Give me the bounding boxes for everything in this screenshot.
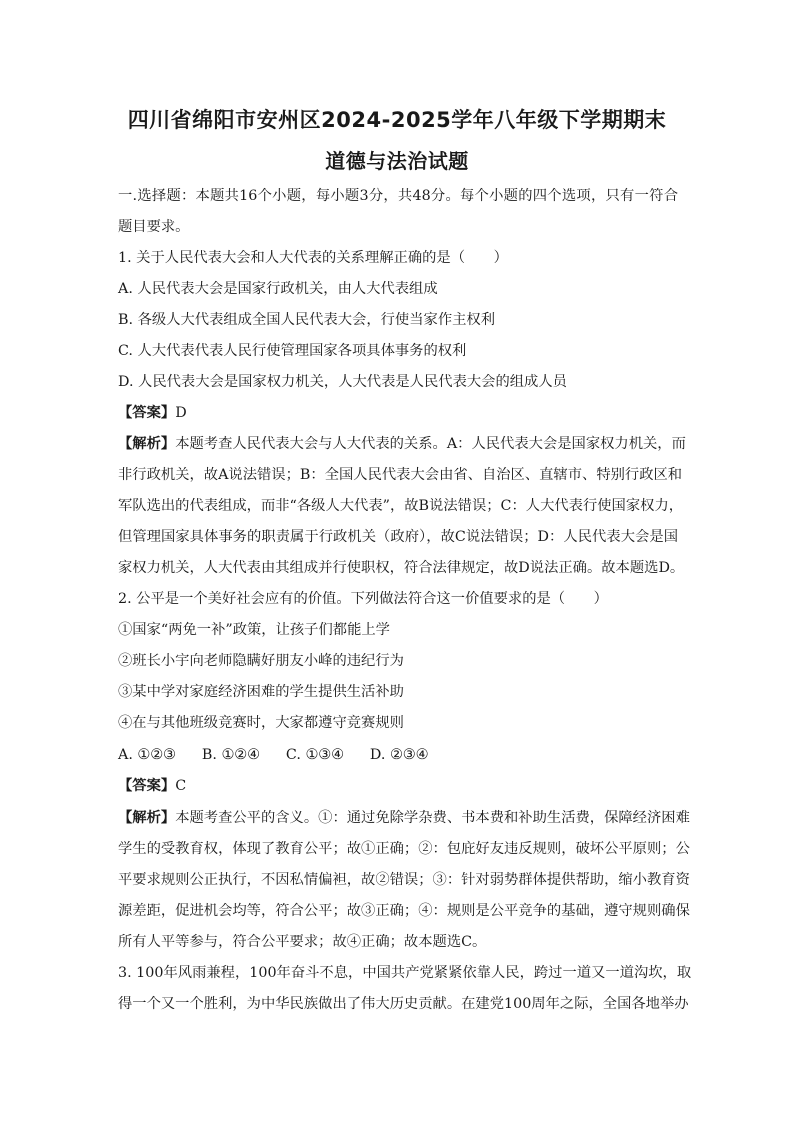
question-2-option-c: C. ①③④ — [285, 747, 344, 763]
question-1-option-c: C. 人大代表代表人民行使管理国家各项具体事务的权利 — [118, 343, 467, 359]
question-2-analysis-line-2: 学生的受教育权，体现了教育公平；故①正确；②：包庇好友违反规则，破坏公平原则；公 — [118, 841, 690, 857]
question-2-option-b: B. ①②④ — [201, 747, 260, 763]
question-1-answer — [118, 403, 187, 423]
question-1-analysis-line-1 — [118, 434, 686, 454]
analysis-label: 【解析】 — [118, 810, 176, 826]
question-2-item-1: ①国家“两免一补”政策，让孩子们都能上学 — [118, 622, 390, 638]
analysis-label: 【解析】 — [118, 436, 176, 452]
question-3-stem-line-1: 3. 100年风雨兼程，100年奋斗不息，中国共产党紧紧依靠人民，跨过一道又一道沟坎，取 — [118, 965, 692, 981]
question-2-item-2: ②班长小宇向老师隐瞒好朋友小峰的违纪行为 — [118, 653, 404, 669]
question-2-options — [118, 745, 428, 765]
question-1-option-d: D. 人民代表大会是国家权力机关，人大代表是人民代表大会的组成人员 — [118, 374, 567, 390]
analysis-text: 本题考查人民代表大会与人大代表的关系。A：人民代表大会是国家权力机关，而 — [175, 436, 686, 452]
analysis-text: 本题考查公平的含义。①：通过免除学杂费、书本费和补助生活费，保障经济困难 — [175, 810, 690, 826]
question-2-analysis-line-1 — [118, 808, 690, 828]
answer-label: 【答案】 — [118, 778, 176, 794]
question-3-stem-line-2: 得一个又一个胜利，为中华民族做出了伟大历史贡献。在建党100周年之际，全国各地举办 — [118, 996, 689, 1012]
question-2-analysis-line-3: 平要求规则公正执行，不因私情偏袒，故②错误；③：针对弱势群体提供帮助，缩小教育资 — [118, 872, 690, 888]
question-1-analysis-line-3: 军队选出的代表组成，而非“各级人大代表”，故B说法错误；C：人大代表行使国家权力， — [118, 498, 684, 514]
question-2-option-a: A. ①②③ — [118, 747, 176, 763]
question-1-analysis-line-5: 家权力机关，人大代表由其组成并行使职权，符合法律规定，故D说法正确。故本题选D。 — [118, 560, 685, 576]
question-2-item-3: ③某中学对家庭经济困难的学生提供生活补助 — [118, 684, 404, 700]
question-1-option-a: A. 人民代表大会是国家行政机关，由人大代表组成 — [118, 281, 438, 297]
section-intro-line-1: 一.选择题：本题共16个小题，每小题3分，共48分。每个小题的四个选项，只有一符合 — [118, 188, 678, 204]
exam-subtitle: 道德与法治试题 — [325, 149, 469, 173]
answer-value: D — [175, 405, 187, 421]
question-2-stem: 2. 公平是一个美好社会应有的价值。下列做法符合这一价值要求的是（ ） — [118, 591, 608, 607]
exam-title: 四川省绵阳市安州区2024-2025学年八年级下学期期末 — [127, 108, 667, 132]
question-1-analysis-line-4: 但管理国家具体事务的职责属于行政机关（政府），故C说法错误；D：人民代表大会是国 — [118, 529, 678, 545]
question-2-option-d: D. ②③④ — [369, 747, 429, 763]
question-2-analysis-line-5: 所有人平等参与，符合公平要求；故④正确；故本题选C。 — [118, 934, 487, 950]
question-2-item-4: ④在与其他班级竞赛时，大家都遵守竞赛规则 — [118, 715, 404, 731]
section-intro-line-2: 题目要求。 — [118, 219, 190, 235]
question-1-option-b: B. 各级人大代表组成全国人民代表大会，行使当家作主权利 — [118, 312, 496, 328]
question-1-stem: 1. 关于人民代表大会和人大代表的关系理解正确的是（ ） — [118, 250, 508, 266]
answer-value: C — [175, 778, 187, 794]
answer-label: 【答案】 — [118, 405, 176, 421]
question-2-answer — [118, 776, 186, 796]
question-2-analysis-line-4: 源差距，促进机会均等，符合公平；故③正确；④：规则是公平竞争的基础，遵守规则确保 — [118, 903, 690, 919]
question-1-analysis-line-2: 非行政机关，故A说法错误；B：全国人民代表大会由省、自治区、直辖市、特别行政区和 — [118, 467, 683, 483]
